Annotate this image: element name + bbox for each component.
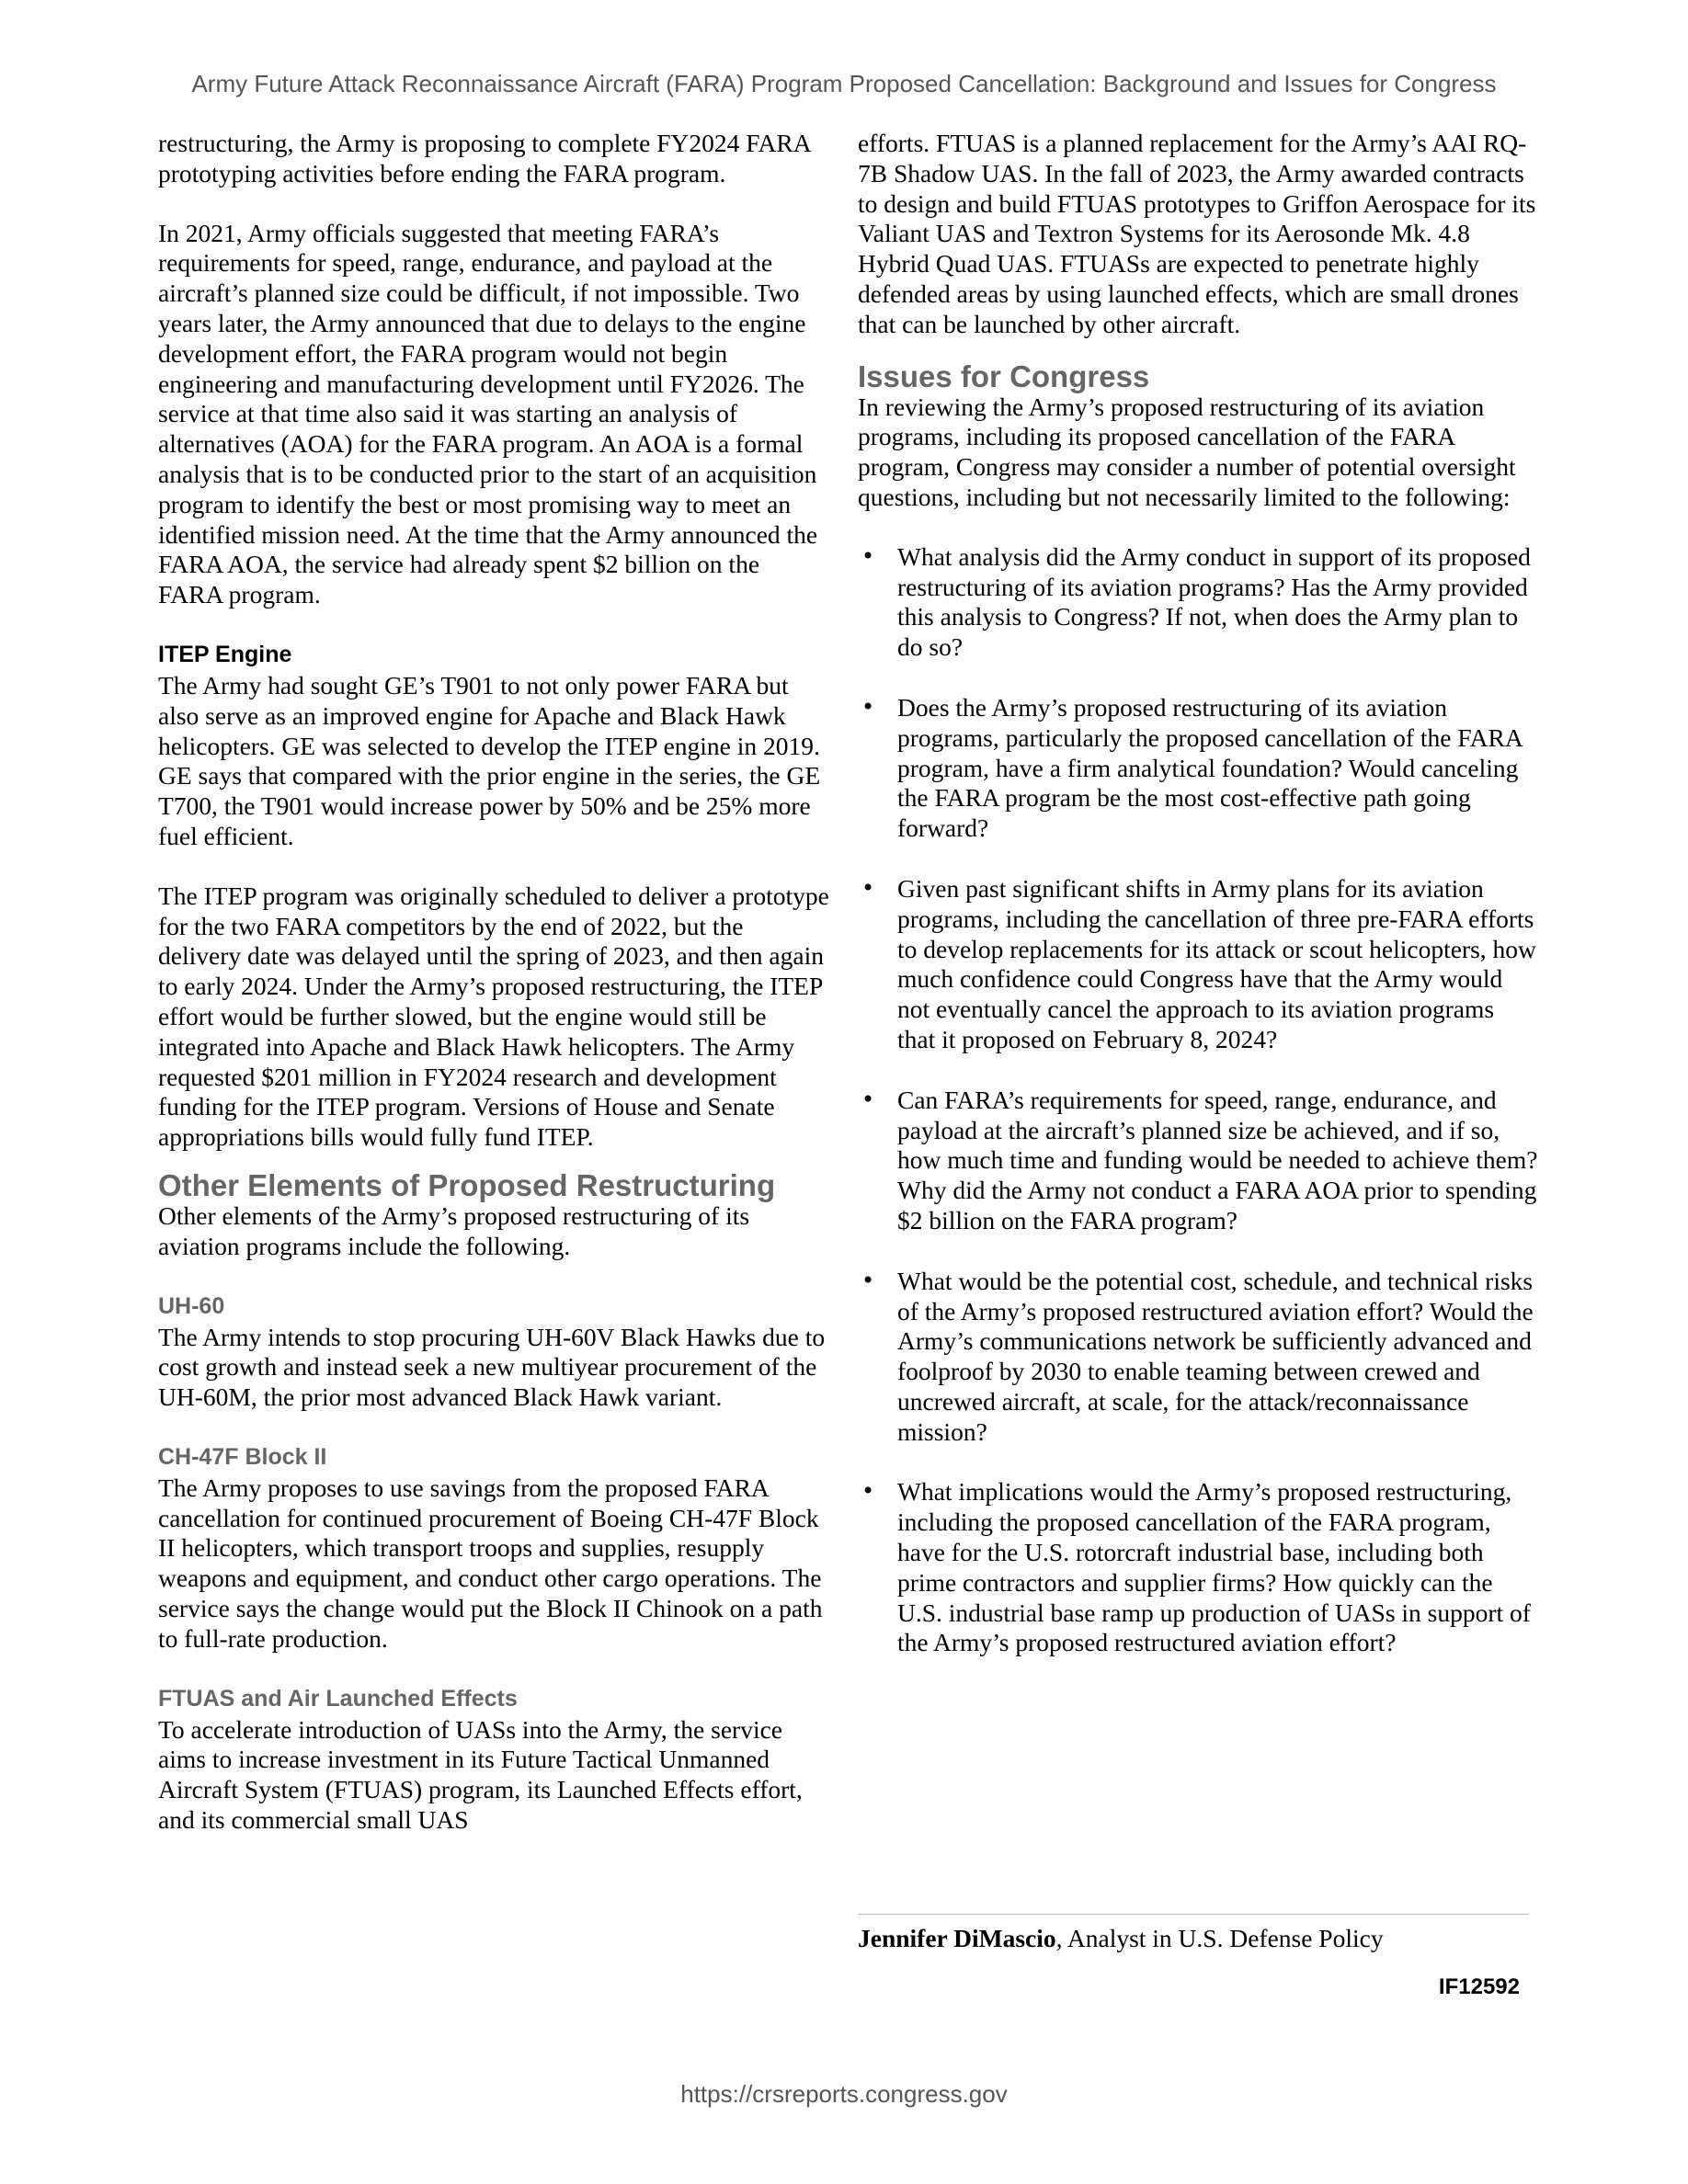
list-item: [858, 693, 1538, 844]
list-item: [858, 1477, 1538, 1658]
document-id: IF12592: [1438, 1974, 1520, 1999]
heading-itep-engine: ITEP Engine: [158, 641, 292, 667]
list-item-text: What would be the potential cost, schedule, and technical risks of the Army’s proposed restructured aviation effort? Would the Army’s communications network be sufficiently advanced and foolproof by 2030 to enable teaming between crewed and uncrewed aircraft, at scale, for the attack/reconnaissance mission?: [897, 1266, 1534, 1446]
left-column: [158, 129, 829, 1865]
right-column: [858, 129, 1538, 1689]
paragraph-fara-requirements: In 2021, Army officials suggested that meeting FARA’s requirements for speed, range, endurance, and payload at the aircraft’s planned size could be difficult, if not impossible. Two years later, the Army announced that due to delays to the engine development effort, the FARA program would not begin engineering and manufacturing development until FY2026. The service at that time also said it was starting an analysis of alternatives (AOA) for the FARA program. An AOA is a formal analysis that is to be conducted prior to the start of an acquisition program to identify the best or most promising way to meet an identified mission need. At the time that the Army announced the FARA AOA, the service had already spent $2 billion on the FARA program.: [158, 218, 818, 609]
heading-ftuas: FTUAS and Air Launched Effects: [158, 1685, 518, 1712]
running-head-title: Army Future Attack Reconnaissance Aircraft (FARA) Program Proposed Cancellation: Background and Issues for Congress: [191, 70, 1497, 97]
paragraph-issues-intro: In reviewing the Army’s proposed restructuring of its aviation programs, including its proposed cancellation of the FARA program, Congress may consider a number of potential oversight questions, including but not necessarily limited to the following:: [858, 392, 1516, 511]
list-item: [858, 874, 1538, 1055]
bullet-icon: •: [861, 1086, 875, 1112]
list-item-text: Can FARA’s requirements for speed, range, endurance, and payload at the aircraft’s planned size be achieved, and if so, how much time and funding would be needed to achieve them? Why did the Army not conduct a FARA AOA prior to spending $2 billion on the FARA program?: [897, 1085, 1538, 1234]
author-name: Jennifer DiMascio: [858, 1924, 1056, 1952]
paragraph-restructuring: restructuring, the Army is proposing to complete FY2024 FARA prototyping activities before ending the FARA program.: [158, 129, 811, 188]
paragraph-itep-t901: The Army had sought GE’s T901 to not only power FARA but also serve as an improved engine for Apache and Black Hawk helicopters. GE was selected to develop the ITEP engine in 2019. GE says that compared with the prior engine in the series, the GE T700, the T901 would increase power by 50% and be 25% more fuel efficient.: [158, 670, 821, 850]
list-item: [858, 542, 1538, 663]
bullet-icon: •: [861, 1267, 875, 1293]
footer-url-link[interactable]: https://crsreports.congress.gov: [680, 2080, 1008, 2108]
paragraph-other-elements: Other elements of the Army’s proposed restructuring of its aviation programs include the following.: [158, 1200, 750, 1260]
list-item-text: What implications would the Army’s proposed restructuring, including the proposed cancellation of the FARA program, have for the U.S. rotorcraft industrial base, including both prime contractors and supplier firms? How quickly can the U.S. industrial base ramp up production of UASs in support of the Army’s proposed restructured aviation effort?: [897, 1477, 1531, 1657]
paragraph-ftuas-continued: efforts. FTUAS is a planned replacement for the Army’s AAI RQ-7B Shadow UAS. In the fall of 2023, the Army awarded contracts to design and build FTUAS prototypes to Griffon Aerospace for its Valiant UAS and Textron Systems for its Aerosonde Mk. 4.8 Hybrid Quad UAS. FTUASs are expected to penetrate highly defended areas by using launched effects, which are small drones that can be launched by other aircraft.: [858, 129, 1536, 338]
bullet-icon: •: [861, 1478, 875, 1505]
list-item-text: What analysis did the Army conduct in support of its proposed restructuring of its aviation programs? Has the Army provided this analysis to Congress? If not, when does the Army plan to do so?: [897, 541, 1531, 662]
bullet-icon: •: [861, 874, 875, 901]
paragraph-ftuas: To accelerate introduction of UASs into the Army, the service aims to increase investment in its Future Tactical Unmanned Aircraft System (FTUAS) program, its Launched Effects effort, and its commercial small UAS: [158, 1714, 803, 1835]
author-credit: [858, 1924, 1384, 1953]
oversight-questions-list: [858, 542, 1538, 1659]
heading-uh60: UH-60: [158, 1292, 225, 1319]
paragraph-itep-schedule: The ITEP program was originally scheduled to deliver a prototype for the two FARA competitors by the end of 2022, but the delivery date was delayed until the spring of 2023, and then again to early 2024. Under the Army’s proposed restructuring, the ITEP effort would be further slowed, but the engine would still be integrated into Apache and Black Hawk helicopters. The Army requested $201 million in FY2024 research and development funding for the ITEP program. Versions of House and Senate appropriations bills would fully fund ITEP.: [158, 881, 829, 1152]
author-title: , Analyst in U.S. Defense Policy: [1055, 1924, 1384, 1952]
heading-other-elements: Other Elements of Proposed Restructuring: [158, 1167, 776, 1202]
heading-issues-for-congress: Issues for Congress: [858, 358, 1150, 393]
list-item: [858, 1267, 1538, 1448]
author-divider: [858, 1914, 1529, 1915]
paragraph-uh60: The Army intends to stop procuring UH-60V Black Hawks due to cost growth and instead seek a new multiyear procurement of the UH-60M, the prior most advanced Black Hawk variant.: [158, 1322, 826, 1412]
bullet-icon: •: [861, 542, 875, 569]
heading-ch47f: CH-47F Block II: [158, 1443, 327, 1470]
list-item-text: Does the Army’s proposed restructuring of its aviation programs, particularly the proposed cancellation of the FARA program, have a firm analytical foundation? Would canceling the FARA program be the most cost-effective path going forward?: [897, 692, 1523, 843]
list-item-text: Given past significant shifts in Army plans for its aviation programs, including the cancellation of three pre-FARA efforts to develop replacements for its attack or scout helicopters, how much confidence could Congress have that the Army would not eventually cancel the approach to its aviation programs that it proposed on February 8, 2024?: [897, 873, 1536, 1053]
list-item: [858, 1086, 1538, 1236]
bullet-icon: •: [861, 693, 875, 720]
paragraph-ch47f: The Army proposes to use savings from the proposed FARA cancellation for continued procurement of Boeing CH-47F Block II helicopters, which transport troops and supplies, resupply weapons and equipment, and conduct other cargo operations. The service says the change would put the Block II Chinook on a path to full-rate production.: [158, 1473, 823, 1653]
